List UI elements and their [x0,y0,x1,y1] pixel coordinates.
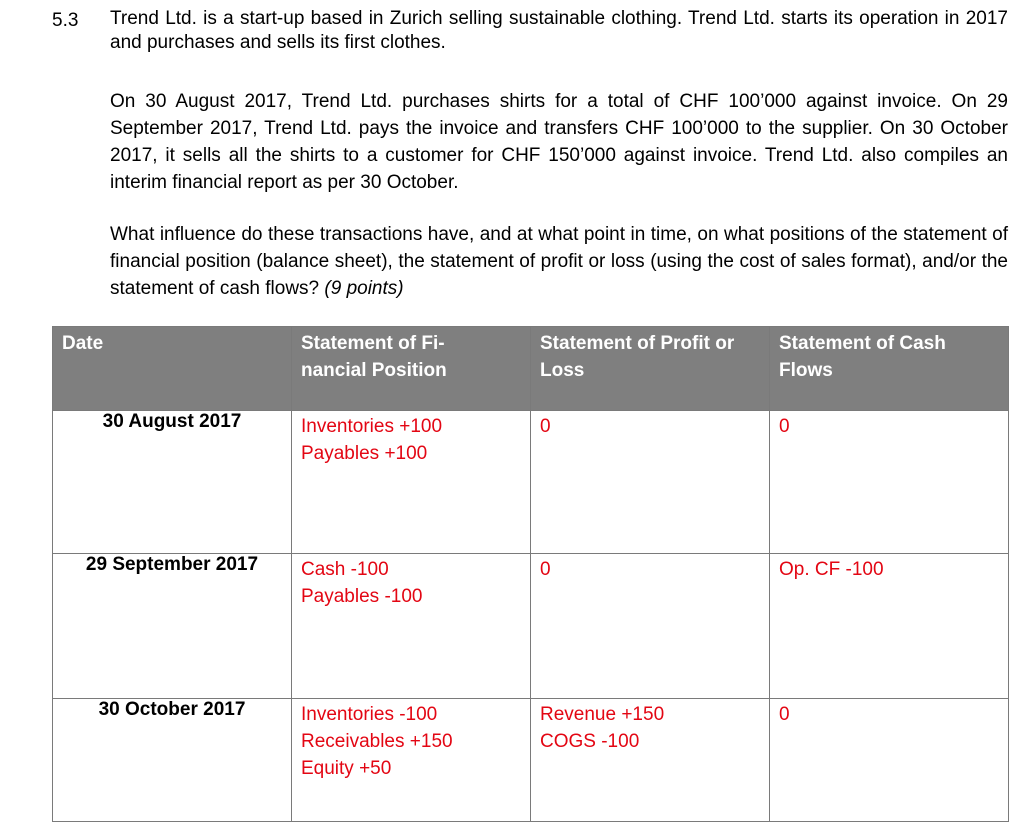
points-label: (9 points) [324,278,404,299]
entry-line: 0 [540,559,551,580]
entry-line: Equity +50 [301,758,392,779]
header-financial-position: Statement of Fi- nancial Position [292,327,531,411]
profit-loss-entries [531,554,770,699]
header-cash-flows: Statement of Cash Flows [770,327,1009,411]
financial-position-entries [292,699,531,822]
entry-line: 0 [779,704,790,725]
question-intro: Trend Ltd. is a start-up based in Zurich selling sustainable clothing. Trend Ltd. starts its operation in 2017 and purchases and sells its first clothes. [110,8,1008,53]
cash-flow-entries [770,411,1009,554]
table-row [53,554,1009,699]
entry-line: Cash -100 [301,559,389,580]
entry-line: 0 [779,416,790,437]
entry-line: Receivables +150 [301,731,453,752]
row-date: 30 October 2017 [53,699,292,822]
entry-line: Payables -100 [301,586,423,607]
question-prompt [110,221,1008,302]
table-row [53,699,1009,822]
entry-line: 0 [540,416,551,437]
table-header-row [53,327,1009,411]
financial-position-entries [292,554,531,699]
entry-line: Inventories +100 [301,416,443,437]
entry-line: Op. CF -100 [779,559,884,580]
profit-loss-entries [531,699,770,822]
financial-position-entries [292,411,531,554]
cash-flow-entries [770,699,1009,822]
entry-line: Payables +100 [301,443,428,464]
answer-table [52,326,1009,822]
table-row [53,411,1009,554]
entry-line: Inventories -100 [301,704,438,725]
question-scenario: On 30 August 2017, Trend Ltd. purchases shirts for a total of CHF 100’000 against invoice. On 29 September 2017, Trend Ltd. pays the invoice and transfers CHF 100’000 to the supplier. On 30 October 2017, it sells all the shirts to a customer for CHF 150’000 against invoice. Trend Ltd. also compiles an interim financial report as per 30 October. [110,91,1008,193]
entry-line: Revenue +150 [540,704,665,725]
header-profit-loss: Statement of Profit or Loss [531,327,770,411]
cash-flow-entries [770,554,1009,699]
row-date: 30 August 2017 [53,411,292,554]
profit-loss-entries [531,411,770,554]
question-number: 5.3 [52,10,79,31]
entry-line: COGS -100 [540,731,640,752]
header-date: Date [53,327,292,411]
row-date: 29 September 2017 [53,554,292,699]
question-prompt-text: What influence do these transactions have, and at what point in time, on what positions of the statement of financial position (balance sheet), the statement of profit or loss (using the cost of sales format), and/or the statement of cash flows? [110,224,1008,299]
